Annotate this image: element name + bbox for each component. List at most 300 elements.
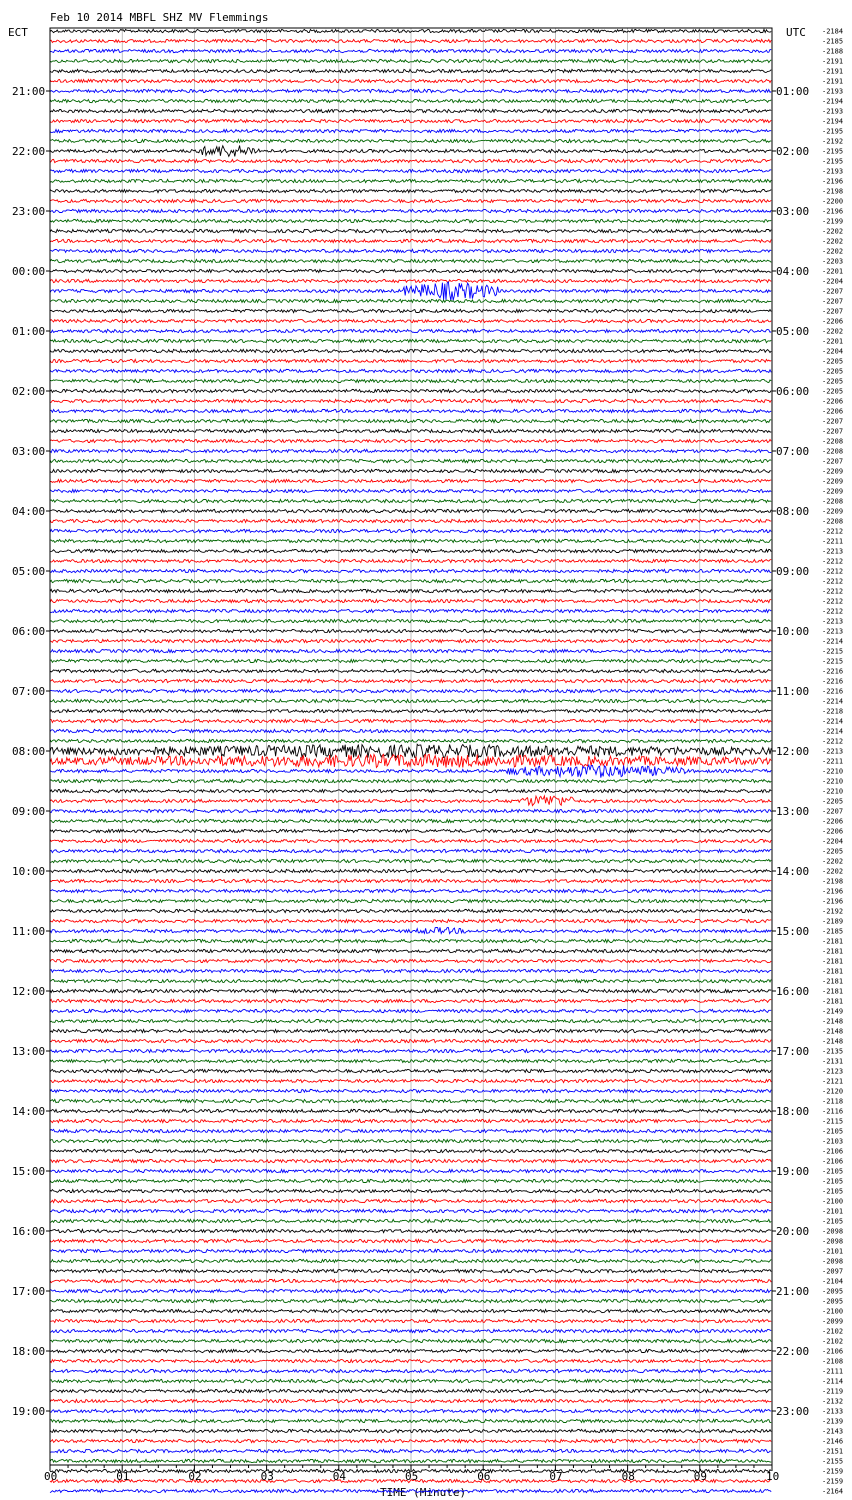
row-offset-label: -2213 xyxy=(822,617,844,626)
trace-row xyxy=(50,279,771,282)
row-offset-label: -2214 xyxy=(822,727,844,736)
trace-row xyxy=(50,1099,771,1102)
right-hour-label: 13:00 xyxy=(776,805,810,818)
trace-row xyxy=(50,669,771,672)
row-offset-label: -2213 xyxy=(822,627,844,636)
trace-row xyxy=(50,49,771,52)
row-offset-label: -2207 xyxy=(822,427,844,436)
right-hour-label: 11:00 xyxy=(776,685,810,698)
trace-row xyxy=(50,559,771,562)
row-offset-label: -2210 xyxy=(822,787,844,796)
trace-row xyxy=(50,744,771,757)
row-offset-label: -2132 xyxy=(822,1397,844,1406)
row-offset-label: -2102 xyxy=(822,1337,844,1346)
row-offset-label: -2214 xyxy=(822,717,844,726)
trace-row xyxy=(50,309,771,312)
right-hour-label: 03:00 xyxy=(776,205,810,218)
trace-row xyxy=(50,1359,771,1362)
row-offset-label: -2215 xyxy=(822,647,844,656)
trace-row xyxy=(50,1269,771,1272)
row-offset-label: -2213 xyxy=(822,747,844,756)
trace-row xyxy=(50,239,771,242)
trace-row xyxy=(50,589,771,592)
row-offset-label: -2201 xyxy=(822,267,844,276)
trace-row xyxy=(50,1179,771,1182)
trace-row xyxy=(50,1329,771,1332)
left-axis-label: ECT xyxy=(8,26,28,39)
row-offset-label: -2207 xyxy=(822,457,844,466)
right-hour-label: 16:00 xyxy=(776,985,810,998)
row-offset-label: -2111 xyxy=(822,1367,844,1376)
trace-row xyxy=(50,439,771,442)
trace-row xyxy=(50,1079,771,1082)
left-hour-label: 09:00 xyxy=(12,805,46,818)
trace-row xyxy=(50,469,771,472)
row-offset-label: -2203 xyxy=(822,257,844,266)
x-tick-label: 05 xyxy=(405,1470,419,1483)
right-hour-label: 04:00 xyxy=(776,265,810,278)
trace-row xyxy=(50,1379,771,1382)
row-offset-label: -2199 xyxy=(822,217,844,226)
row-offset-label: -2212 xyxy=(822,737,844,746)
right-axis-label: UTC xyxy=(786,26,806,39)
trace-row xyxy=(50,1429,771,1432)
row-offset-label: -2211 xyxy=(822,537,844,546)
row-offset-label: -2205 xyxy=(822,847,844,856)
row-offset-label: -2202 xyxy=(822,867,844,876)
row-offset-label: -2148 xyxy=(822,1017,844,1026)
x-tick-label: 10 xyxy=(766,1470,780,1483)
right-hour-label: 19:00 xyxy=(776,1165,810,1178)
trace-row xyxy=(50,89,771,92)
trace-row xyxy=(50,1309,771,1312)
right-hour-label: 02:00 xyxy=(776,145,810,158)
trace-row xyxy=(50,1229,771,1232)
trace-row xyxy=(50,1109,771,1112)
trace-row xyxy=(50,329,771,332)
trace-row xyxy=(50,282,771,301)
trace-row xyxy=(50,369,771,372)
trace-row xyxy=(50,1289,771,1292)
trace-row xyxy=(50,319,771,322)
right-hour-labels xyxy=(772,85,809,1418)
row-offset-label: -2209 xyxy=(822,467,844,476)
trace-row xyxy=(50,979,771,982)
row-offset-label: -2181 xyxy=(822,937,844,946)
trace-row xyxy=(50,159,771,162)
row-offset-label: -2192 xyxy=(822,137,844,146)
row-offset-label: -2209 xyxy=(822,507,844,516)
trace-row xyxy=(50,179,771,182)
right-hour-label: 01:00 xyxy=(776,85,810,98)
trace-row xyxy=(50,1149,771,1152)
row-offset-label: -2100 xyxy=(822,1197,844,1206)
trace-row xyxy=(50,1349,771,1352)
trace-row xyxy=(50,629,771,632)
row-offset-label: -2204 xyxy=(822,347,844,356)
trace-row xyxy=(50,489,771,492)
trace-row xyxy=(50,1409,771,1412)
trace-row xyxy=(50,529,771,532)
row-offset-label: -2209 xyxy=(822,487,844,496)
trace-row xyxy=(50,969,771,972)
trace-row xyxy=(50,399,771,402)
row-offset-label: -2206 xyxy=(822,827,844,836)
trace-row xyxy=(50,1159,771,1162)
row-offset-label: -2202 xyxy=(822,327,844,336)
row-offset-label: -2097 xyxy=(822,1267,844,1276)
left-hour-label: 19:00 xyxy=(12,1405,46,1418)
trace-row xyxy=(50,519,771,522)
trace-row xyxy=(50,169,771,172)
trace-row xyxy=(50,1209,771,1212)
left-hour-label: 02:00 xyxy=(12,385,46,398)
left-hour-label: 12:00 xyxy=(12,985,46,998)
row-offset-label: -2208 xyxy=(822,497,844,506)
row-offset-label: -2164 xyxy=(822,1487,844,1496)
x-tick-label: 04 xyxy=(332,1470,347,1483)
trace-row xyxy=(50,679,771,682)
trace-row xyxy=(50,459,771,462)
x-axis-label: TIME (Minute) xyxy=(380,1486,467,1499)
trace-row xyxy=(50,1089,771,1092)
row-offset-label: -2106 xyxy=(822,1347,844,1356)
trace-row xyxy=(50,1449,771,1452)
trace-row xyxy=(50,829,771,832)
right-hour-label: 14:00 xyxy=(776,865,810,878)
left-hour-label: 11:00 xyxy=(12,925,46,938)
trace-row xyxy=(50,146,771,157)
trace-row xyxy=(50,1119,771,1122)
row-offset-label: -2208 xyxy=(822,437,844,446)
right-hour-label: 12:00 xyxy=(776,745,810,758)
row-offset-label: -2193 xyxy=(822,167,844,176)
trace-row xyxy=(50,139,771,142)
row-offset-label: -2143 xyxy=(822,1427,844,1436)
row-offset-label: -2196 xyxy=(822,897,844,906)
trace-row xyxy=(50,1189,771,1192)
row-offset-label: -2206 xyxy=(822,397,844,406)
trace-row xyxy=(50,1029,771,1032)
trace-row xyxy=(50,69,771,72)
row-offset-label: -2155 xyxy=(822,1457,844,1466)
trace-row xyxy=(50,419,771,422)
trace-row xyxy=(50,959,771,962)
row-offset-label: -2207 xyxy=(822,417,844,426)
trace-row xyxy=(50,219,771,222)
trace-row xyxy=(50,1299,771,1302)
row-offset-label: -2214 xyxy=(822,637,844,646)
trace-row xyxy=(50,1259,771,1262)
row-offset-label: -2191 xyxy=(822,57,844,66)
trace-row xyxy=(50,839,771,842)
x-tick-label: 00 xyxy=(44,1470,58,1483)
row-offset-label: -2191 xyxy=(822,77,844,86)
right-hour-label: 17:00 xyxy=(776,1045,810,1058)
row-offset-label: -2207 xyxy=(822,287,844,296)
left-hour-label: 23:00 xyxy=(12,205,46,218)
row-offset-label: -2202 xyxy=(822,237,844,246)
trace-row xyxy=(50,1039,771,1042)
row-offset-label: -2116 xyxy=(822,1107,844,1116)
trace-row xyxy=(50,849,771,852)
left-hour-labels xyxy=(12,85,50,1418)
row-offset-label: -2191 xyxy=(822,67,844,76)
right-hour-label: 20:00 xyxy=(776,1225,810,1238)
trace-row xyxy=(50,619,771,622)
x-tick-label: 09 xyxy=(693,1470,708,1483)
trace-row xyxy=(50,209,771,212)
row-offset-label: -2212 xyxy=(822,567,844,576)
trace-row xyxy=(50,1339,771,1342)
row-offset-labels xyxy=(822,28,843,1496)
trace-row xyxy=(50,109,771,112)
trace-row xyxy=(50,1389,771,1392)
trace-row xyxy=(50,449,771,452)
trace-row xyxy=(50,29,771,32)
row-offset-label: -2181 xyxy=(822,967,844,976)
left-hour-label: 14:00 xyxy=(12,1105,46,1118)
row-offset-label: -2193 xyxy=(822,107,844,116)
row-offset-label: -2151 xyxy=(822,1447,844,1456)
x-tick-label: 02 xyxy=(188,1470,202,1483)
row-offset-label: -2206 xyxy=(822,317,844,326)
row-offset-label: -2202 xyxy=(822,227,844,236)
row-offset-label: -2098 xyxy=(822,1227,844,1236)
trace-row xyxy=(50,739,771,742)
row-offset-label: -2105 xyxy=(822,1167,844,1176)
row-offset-label: -2181 xyxy=(822,957,844,966)
row-offset-label: -2115 xyxy=(822,1117,844,1126)
x-tick-label: 07 xyxy=(549,1470,563,1483)
row-offset-label: -2193 xyxy=(822,87,844,96)
row-offset-label: -2159 xyxy=(822,1477,844,1486)
row-offset-label: -2204 xyxy=(822,837,844,846)
trace-row xyxy=(50,499,771,502)
row-offset-label: -2103 xyxy=(822,1137,844,1146)
right-hour-label: 22:00 xyxy=(776,1345,810,1358)
row-offset-label: -2214 xyxy=(822,697,844,706)
trace-row xyxy=(50,649,771,652)
trace-row xyxy=(50,189,771,192)
row-offset-label: -2121 xyxy=(822,1077,844,1086)
trace-row xyxy=(50,1439,771,1442)
x-tick-label: 08 xyxy=(621,1470,635,1483)
trace-row xyxy=(50,999,771,1002)
trace-row xyxy=(50,1129,771,1132)
row-offset-label: -2204 xyxy=(822,277,844,286)
row-offset-label: -2102 xyxy=(822,1327,844,1336)
row-offset-label: -2149 xyxy=(822,1007,844,1016)
row-offset-label: -2131 xyxy=(822,1057,844,1066)
row-offset-label: -2148 xyxy=(822,1037,844,1046)
row-offset-label: -2208 xyxy=(822,447,844,456)
trace-row xyxy=(50,1249,771,1252)
trace-row xyxy=(50,709,771,712)
left-hour-label: 17:00 xyxy=(12,1285,46,1298)
row-offset-label: -2205 xyxy=(822,797,844,806)
row-offset-label: -2181 xyxy=(822,977,844,986)
row-offset-label: -2105 xyxy=(822,1177,844,1186)
row-offset-label: -2184 xyxy=(822,27,844,36)
left-hour-label: 06:00 xyxy=(12,625,46,638)
right-hour-label: 21:00 xyxy=(776,1285,810,1298)
trace-row xyxy=(50,699,771,702)
left-hour-label: 07:00 xyxy=(12,685,46,698)
row-offset-label: -2216 xyxy=(822,667,844,676)
row-offset-label: -2205 xyxy=(822,377,844,386)
row-offset-label: -2104 xyxy=(822,1277,844,1286)
row-offset-label: -2200 xyxy=(822,197,844,206)
trace-row xyxy=(50,579,771,582)
row-offset-label: -2210 xyxy=(822,777,844,786)
trace-row xyxy=(50,339,771,342)
trace-row xyxy=(50,869,771,872)
left-hour-label: 15:00 xyxy=(12,1165,46,1178)
row-offset-label: -2196 xyxy=(822,887,844,896)
trace-row xyxy=(50,539,771,542)
trace-row xyxy=(50,1419,771,1422)
trace-row xyxy=(50,719,771,722)
trace-row xyxy=(50,299,771,302)
row-offset-label: -2205 xyxy=(822,387,844,396)
row-offset-label: -2120 xyxy=(822,1087,844,1096)
row-offset-label: -2212 xyxy=(822,597,844,606)
row-offset-label: -2213 xyxy=(822,547,844,556)
trace-row xyxy=(50,39,771,42)
trace-row xyxy=(50,1319,771,1322)
trace-row xyxy=(50,259,771,262)
row-offset-label: -2202 xyxy=(822,857,844,866)
row-offset-label: -2196 xyxy=(822,207,844,216)
trace-row xyxy=(50,389,771,392)
row-offset-label: -2189 xyxy=(822,917,844,926)
right-hour-label: 10:00 xyxy=(776,625,810,638)
row-offset-label: -2206 xyxy=(822,817,844,826)
right-hour-label: 23:00 xyxy=(776,1405,810,1418)
trace-row xyxy=(50,1399,771,1402)
row-offset-label: -2216 xyxy=(822,687,844,696)
trace-row xyxy=(50,949,771,952)
left-hour-label: 05:00 xyxy=(12,565,46,578)
row-offset-label: -2195 xyxy=(822,147,844,156)
row-offset-label: -2108 xyxy=(822,1357,844,1366)
row-offset-label: -2194 xyxy=(822,117,844,126)
trace-row xyxy=(50,119,771,122)
row-offset-label: -2101 xyxy=(822,1207,844,1216)
left-hour-label: 03:00 xyxy=(12,445,46,458)
trace-row xyxy=(50,609,771,612)
trace-row xyxy=(50,779,771,782)
row-offset-label: -2195 xyxy=(822,127,844,136)
row-offset-label: -2205 xyxy=(822,357,844,366)
row-offset-label: -2192 xyxy=(822,907,844,916)
row-offset-label: -2202 xyxy=(822,247,844,256)
left-hour-label: 10:00 xyxy=(12,865,46,878)
row-offset-label: -2201 xyxy=(822,337,844,346)
trace-row xyxy=(50,479,771,482)
row-offset-label: -2212 xyxy=(822,527,844,536)
trace-row xyxy=(50,1019,771,1022)
row-offset-label: -2185 xyxy=(822,927,844,936)
trace-row xyxy=(50,889,771,892)
left-hour-label: 21:00 xyxy=(12,85,46,98)
right-hour-label: 18:00 xyxy=(776,1105,810,1118)
row-offset-label: -2216 xyxy=(822,677,844,686)
row-offset-label: -2146 xyxy=(822,1437,844,1446)
left-hour-label: 13:00 xyxy=(12,1045,46,1058)
trace-row xyxy=(50,569,771,572)
row-offset-label: -2159 xyxy=(822,1467,844,1476)
trace-row xyxy=(50,229,771,232)
trace-row xyxy=(50,249,771,252)
x-tick-label: 03 xyxy=(260,1470,274,1483)
row-offset-label: -2208 xyxy=(822,517,844,526)
row-offset-label: -2212 xyxy=(822,607,844,616)
trace-row xyxy=(50,819,771,822)
trace-row xyxy=(50,989,771,992)
trace-row xyxy=(50,549,771,552)
trace-row xyxy=(50,919,771,922)
right-hour-label: 09:00 xyxy=(776,565,810,578)
trace-row xyxy=(50,1239,771,1242)
trace-row xyxy=(50,1219,771,1222)
row-offset-label: -2198 xyxy=(822,877,844,886)
trace-row xyxy=(50,1139,771,1142)
row-offset-label: -2181 xyxy=(822,997,844,1006)
trace-row xyxy=(50,1459,771,1462)
row-offset-label: -2106 xyxy=(822,1157,844,1166)
trace-row xyxy=(50,59,771,62)
left-hour-label: 16:00 xyxy=(12,1225,46,1238)
trace-row xyxy=(50,789,771,792)
right-hour-label: 06:00 xyxy=(776,385,810,398)
left-hour-label: 00:00 xyxy=(12,265,46,278)
trace-row xyxy=(50,796,771,806)
row-offset-label: -2123 xyxy=(822,1067,844,1076)
trace-row xyxy=(50,639,771,642)
trace-row xyxy=(50,659,771,662)
chart-title: Feb 10 2014 MBFL SHZ MV Flemmings xyxy=(50,11,269,24)
trace-row xyxy=(50,939,771,942)
row-offset-label: -2105 xyxy=(822,1217,844,1226)
trace-row xyxy=(50,729,771,732)
row-offset-label: -2205 xyxy=(822,367,844,376)
trace-row xyxy=(50,349,771,352)
row-offset-label: -2095 xyxy=(822,1297,844,1306)
trace-row xyxy=(50,99,771,102)
trace-row xyxy=(50,899,771,902)
trace-row xyxy=(50,379,771,382)
trace-row xyxy=(50,1009,771,1012)
row-offset-label: -2207 xyxy=(822,807,844,816)
trace-row xyxy=(50,1279,771,1282)
right-hour-label: 15:00 xyxy=(776,925,810,938)
x-tick-label: 01 xyxy=(116,1470,130,1483)
row-offset-label: -2215 xyxy=(822,657,844,666)
row-offset-label: -2210 xyxy=(822,767,844,776)
trace-row xyxy=(50,689,771,692)
row-offset-label: -2211 xyxy=(822,757,844,766)
row-offset-label: -2188 xyxy=(822,47,844,56)
trace-row xyxy=(50,765,771,777)
trace-row xyxy=(50,269,771,272)
trace-row xyxy=(50,429,771,432)
row-offset-label: -2114 xyxy=(822,1377,844,1386)
row-offset-label: -2148 xyxy=(822,1027,844,1036)
row-offset-label: -2105 xyxy=(822,1127,844,1136)
trace-row xyxy=(50,1059,771,1062)
